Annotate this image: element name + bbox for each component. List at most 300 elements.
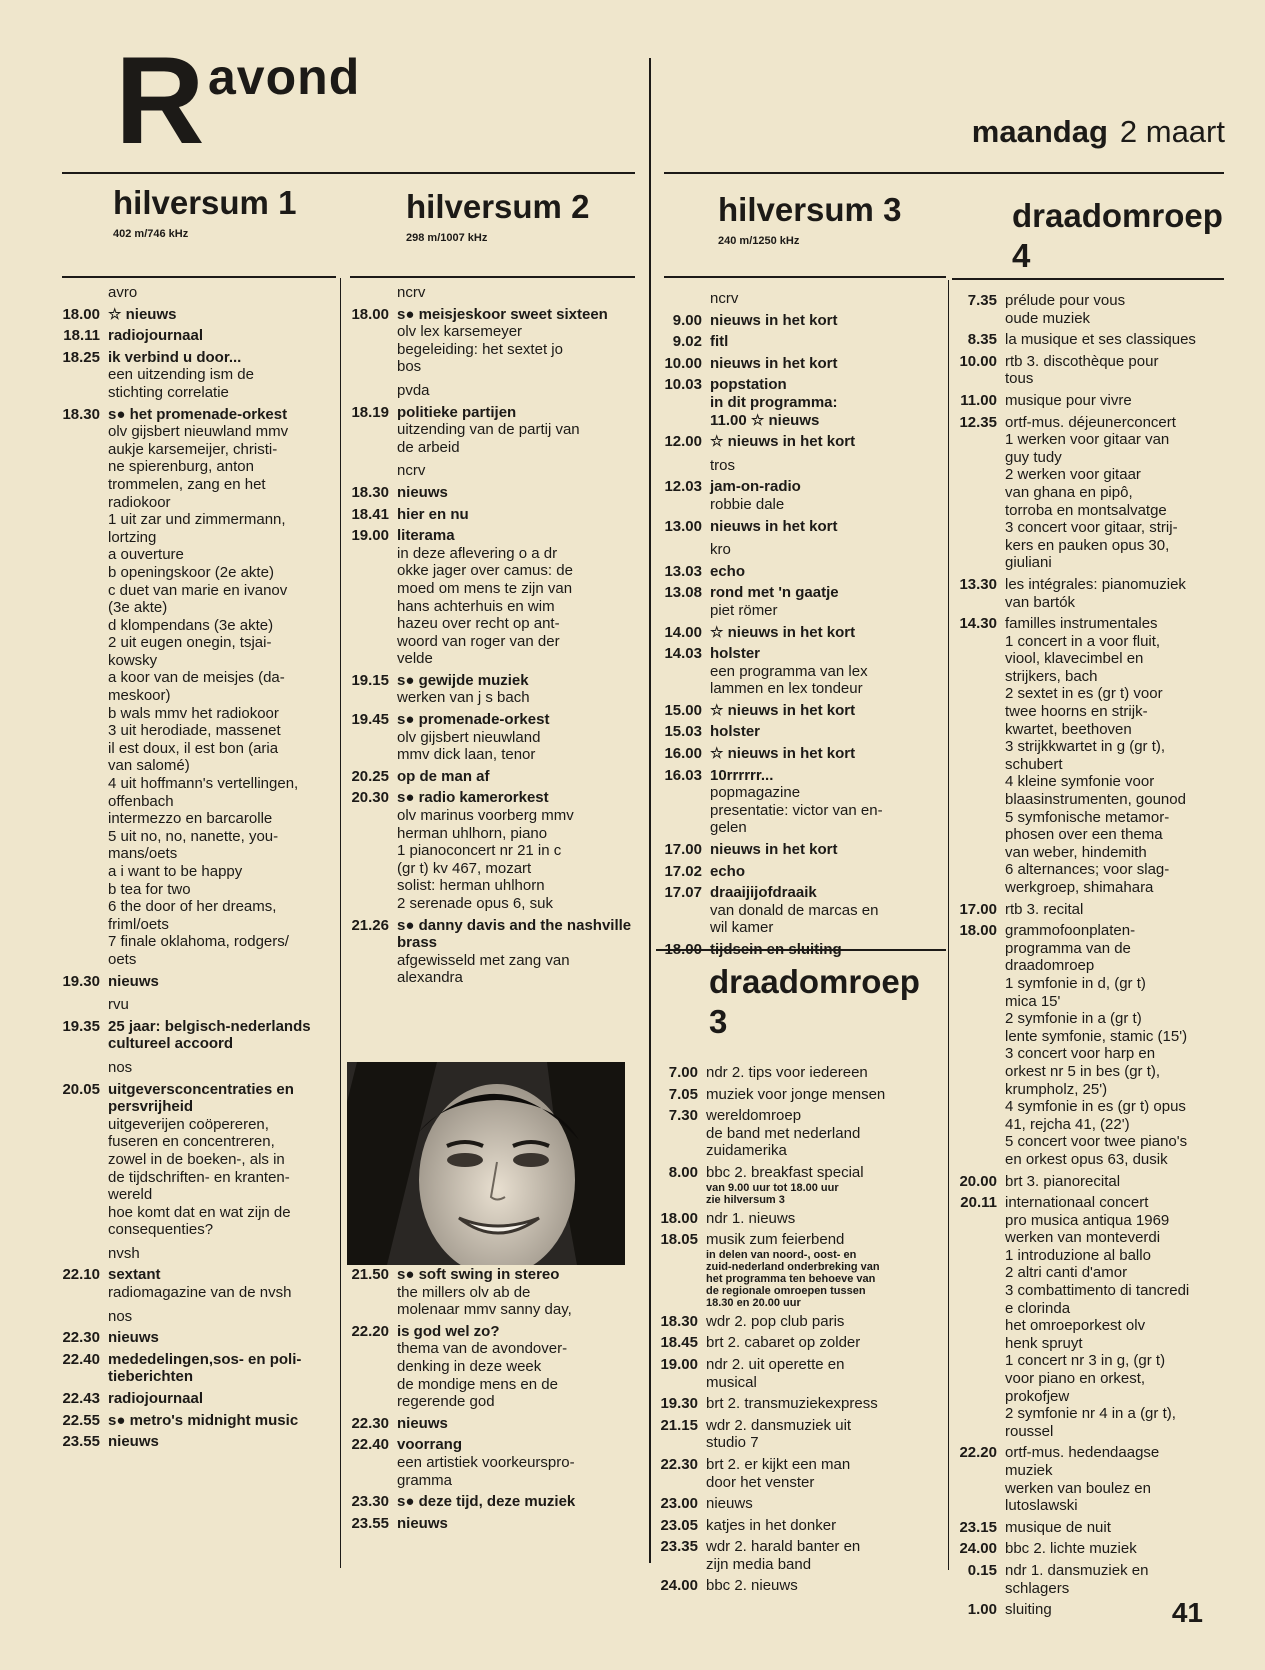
program-entry [955, 1173, 1235, 1191]
h3-schedule [654, 284, 944, 959]
program-description: olv gijsbert nieuwland [397, 728, 541, 746]
program-time: 1.00 [967, 1601, 997, 1619]
program-entry [656, 1164, 946, 1206]
program-description: internationaal concert [1005, 1194, 1149, 1212]
program-entry [654, 702, 944, 720]
program-details [397, 789, 636, 912]
program-details [706, 1164, 946, 1206]
broadcaster-label [52, 996, 334, 1014]
program-time: 16.03 [664, 766, 702, 784]
program-details [397, 1436, 636, 1489]
program-description: 2 altri canti d'amor [1005, 1264, 1128, 1282]
d4-heading [1012, 196, 1223, 276]
program-time: 19.35 [62, 1017, 100, 1035]
program-note: het programma ten behoeve van [706, 1272, 876, 1285]
program-time: 23.35 [660, 1538, 698, 1556]
program-time: 12.35 [959, 413, 997, 431]
program-details [1005, 922, 1235, 1168]
program-time: 18.00 [959, 922, 997, 940]
program-title: echo [710, 862, 746, 880]
program-description: musik zum feierbend [706, 1231, 845, 1249]
program-title: literama [397, 527, 455, 545]
program-description: piet römer [710, 601, 778, 619]
program-entry [52, 1266, 334, 1301]
program-details [1005, 1540, 1235, 1558]
broadcaster-name: tros [710, 456, 736, 474]
program-title: nieuws in het kort [710, 311, 838, 329]
program-details [1005, 1562, 1235, 1597]
program-entry [344, 484, 636, 502]
program-entry [656, 1538, 946, 1573]
program-time: 22.30 [351, 1414, 389, 1432]
program-time: 0.15 [967, 1561, 997, 1579]
program-description: mica 15' [1005, 992, 1061, 1010]
program-title: op de man af [397, 767, 490, 785]
program-description: de tijdschriften- en kranten- [108, 1168, 290, 1186]
program-time: 9.00 [672, 311, 702, 329]
program-title: nieuws in het kort [710, 354, 838, 372]
program-time: 14.00 [664, 623, 702, 641]
program-description: in dit programma: [710, 393, 838, 411]
program-time: 22.55 [62, 1411, 100, 1429]
station-name: hilversum 1 [113, 184, 297, 221]
program-description: oets [108, 950, 137, 968]
program-entry [654, 584, 944, 619]
program-entry [344, 711, 636, 764]
broadcaster-name: nos [108, 1058, 133, 1076]
program-description: herman uhlhorn, piano [397, 824, 548, 842]
program-title: ik verbind u door... [108, 348, 242, 366]
program-description: prokofjew [1005, 1387, 1070, 1405]
program-details [397, 382, 636, 400]
station-name: hilversum 2 [406, 188, 590, 225]
program-time: 18.41 [351, 505, 389, 523]
program-details [710, 312, 944, 330]
program-title: nieuws [397, 1414, 448, 1432]
program-entry [656, 1107, 946, 1160]
program-description: van weber, hindemith [1005, 843, 1147, 861]
program-time: 22.30 [660, 1455, 698, 1473]
program-description: olv gijsbert nieuwland mmv [108, 423, 289, 441]
program-title: ☆ nieuws in het kort [710, 433, 856, 451]
program-description: 5 uit no, no, nanette, you- [108, 827, 279, 845]
program-time: 20.30 [351, 789, 389, 807]
section-title: avond [208, 49, 361, 105]
program-description: 3 uit herodiade, massenet [108, 722, 281, 740]
program-description: radiomagazine van de nvsh [108, 1284, 292, 1302]
program-entry [955, 1519, 1235, 1537]
program-description: wereldomroep [706, 1107, 802, 1125]
program-description: ortf-mus. hedendaagse [1005, 1444, 1160, 1462]
day-name: maandag [971, 114, 1108, 149]
program-details [710, 433, 944, 451]
program-details [710, 376, 944, 429]
program-title: jam-on-radio [710, 478, 801, 496]
program-entry [52, 1329, 334, 1347]
program-description: 2 serenade opus 6, suk [397, 895, 553, 912]
program-description: b openingskoor (2e akte) [108, 563, 274, 581]
program-details [397, 711, 636, 764]
program-description: katjes in het donker [706, 1516, 837, 1534]
program-entry [656, 1210, 946, 1228]
program-description: nieuws [706, 1495, 753, 1513]
program-description: moed om mens te zijn van [397, 579, 573, 597]
program-title: holster [710, 723, 761, 741]
program-time [344, 284, 389, 302]
program-note: zuid-nederland onderbreking van [706, 1260, 880, 1273]
program-description: bbc 2. breakfast special [706, 1163, 864, 1181]
program-time: 17.07 [664, 884, 702, 902]
program-entry [654, 478, 944, 513]
program-details [706, 1210, 946, 1228]
program-time: 18.00 [62, 305, 100, 323]
program-entry [344, 1266, 636, 1319]
program-entry [656, 1231, 946, 1309]
program-time [344, 382, 389, 400]
program-title: ☆ nieuws in het kort [710, 701, 856, 719]
program-time: 14.30 [959, 615, 997, 633]
program-description: 1 pianoconcert nr 21 in c [397, 842, 562, 860]
program-details [1005, 1444, 1235, 1514]
program-title: tijdsein en sluiting [710, 941, 842, 958]
program-description: prélude pour vous [1005, 292, 1126, 309]
program-description: 4 symfonie in es (gr t) opus [1005, 1098, 1186, 1116]
program-time [344, 462, 389, 480]
program-time: 10.00 [959, 352, 997, 370]
program-title: ☆ nieuws in het kort [710, 745, 856, 763]
program-title: s● het promenade-orkest [108, 405, 288, 423]
program-title: sextant [108, 1266, 161, 1284]
program-entry [656, 1517, 946, 1535]
program-time: 19.30 [660, 1395, 698, 1413]
program-time: 9.02 [672, 333, 702, 351]
program-description: strijkers, bach [1005, 667, 1098, 685]
program-description: werkgroep, shimahara [1005, 879, 1154, 896]
program-description: hans achterhuis en wim [397, 597, 555, 615]
program-description: wdr 2. harald banter en [706, 1538, 861, 1556]
program-description: regerende god [397, 1393, 495, 1411]
program-details [1005, 392, 1235, 410]
program-details [397, 672, 636, 707]
program-entry [52, 1081, 334, 1239]
h3-under-rule [664, 276, 946, 278]
program-description: wil kamer [710, 919, 774, 937]
program-description: thema van de avondover- [397, 1340, 568, 1358]
program-description: 2 symfonie in a (gr t) [1005, 1010, 1142, 1028]
program-description: werken van monteverdi [1005, 1229, 1161, 1247]
program-entry [52, 1412, 334, 1430]
program-description: ndr 2. tips voor iedereen [706, 1064, 868, 1081]
program-description: 4 uit hoffmann's vertellingen, [108, 775, 299, 793]
program-details [397, 917, 636, 987]
program-details [1005, 615, 1235, 897]
program-details [710, 645, 944, 698]
program-details [706, 1538, 946, 1573]
program-description: denking in deze week [397, 1357, 542, 1375]
station-name: draadomroep [709, 963, 920, 1000]
program-time [52, 1059, 100, 1077]
program-description: d klompendans (3e akte) [108, 616, 274, 634]
h2-schedule-bottom [344, 1262, 636, 1532]
program-time: 22.43 [62, 1390, 100, 1408]
program-title: s● metro's midnight music [108, 1411, 299, 1429]
program-description: ndr 1. nieuws [706, 1209, 796, 1227]
dateline [972, 114, 1225, 150]
program-title: ☆ nieuws [108, 305, 177, 323]
program-details [397, 527, 636, 668]
program-details [1005, 292, 1235, 327]
program-description: woord van roger van der [397, 632, 560, 650]
program-description: aukje karsemeijer, christi- [108, 440, 278, 458]
program-time: 18.30 [62, 405, 100, 423]
program-title: ☆ nieuws in het kort [710, 623, 856, 641]
program-time: 23.15 [959, 1518, 997, 1536]
program-entry [955, 331, 1235, 349]
program-entry [52, 327, 334, 345]
program-entry [52, 406, 334, 969]
program-time: 20.11 [960, 1194, 997, 1212]
program-time: 7.30 [668, 1107, 698, 1125]
program-entry [656, 1064, 946, 1082]
program-title: hier en nu [397, 505, 469, 523]
program-entry [344, 672, 636, 707]
program-time: 21.50 [351, 1266, 389, 1283]
program-description: 3 concert voor gitaar, strij- [1005, 519, 1178, 537]
program-description: b wals mmv het radiokoor [108, 704, 279, 722]
broadcaster-name: rvu [108, 996, 129, 1014]
program-entry [344, 1493, 636, 1511]
program-time: 19.00 [351, 527, 389, 545]
program-entry [344, 1436, 636, 1489]
program-time [654, 457, 702, 475]
program-description: 1 uit zar und zimmermann, [108, 511, 286, 529]
program-details [108, 1059, 334, 1077]
program-description: ndr 2. uit operette en [706, 1355, 845, 1373]
broadcaster-label [654, 290, 944, 308]
program-time: 23.05 [660, 1516, 698, 1534]
program-entry [656, 1456, 946, 1491]
program-title: s● soft swing in stereo [397, 1266, 560, 1283]
program-description: (3e akte) [108, 599, 168, 617]
program-details [710, 841, 944, 859]
program-details [706, 1064, 946, 1082]
program-description: lammen en lex tondeur [710, 680, 863, 698]
program-entry [344, 917, 636, 987]
program-description: olv lex karsemeyer [397, 323, 523, 341]
d3-heading [709, 962, 920, 1042]
program-details [397, 768, 636, 786]
program-time: 12.00 [664, 433, 702, 451]
program-details [397, 306, 636, 376]
program-description: programma van de [1005, 939, 1131, 957]
program-entry [654, 863, 944, 881]
program-time: 23.55 [351, 1514, 389, 1532]
program-entry [656, 1313, 946, 1331]
program-note: zie hilversum 3 [706, 1193, 785, 1206]
program-title: mededelingen,sos- en poli- tieberichten [108, 1350, 302, 1386]
program-details [397, 484, 636, 502]
program-description: pro musica antiqua 1969 [1005, 1211, 1170, 1229]
program-time [52, 284, 100, 302]
program-details [397, 284, 636, 302]
program-details [706, 1517, 946, 1535]
program-description: tous [1005, 370, 1034, 388]
program-details [108, 973, 334, 991]
program-description: 1 introduzione al ballo [1005, 1246, 1151, 1264]
program-description: schlagers [1005, 1579, 1070, 1597]
program-description: zowel in de boeken-, als in [108, 1150, 285, 1168]
program-details [397, 1493, 636, 1511]
program-description: rtb 3. recital [1005, 900, 1084, 918]
program-time: 21.26 [351, 916, 389, 934]
program-entry [955, 901, 1235, 919]
broadcaster-label [52, 1245, 334, 1263]
program-details [1005, 353, 1235, 388]
program-title: popstation [710, 376, 787, 394]
program-description: musique de nuit [1005, 1518, 1111, 1536]
program-description: wdr 2. dansmuziek uit [706, 1416, 852, 1434]
program-entry [344, 1515, 636, 1533]
program-details [108, 1390, 334, 1408]
program-description: ndr 1. dansmuziek en [1005, 1561, 1149, 1579]
program-description: werken van j s bach [397, 689, 530, 707]
program-details [397, 1323, 636, 1411]
program-description: door het venster [706, 1473, 815, 1491]
station-name: draadomroep [1012, 197, 1223, 234]
program-entry [955, 1562, 1235, 1597]
program-time: 13.30 [959, 575, 997, 593]
program-description: uitgeverijen coöpereren, [108, 1115, 269, 1133]
program-entry [654, 767, 944, 837]
program-description: 5 symfonische metamor- [1005, 808, 1170, 826]
broadcaster-label [654, 541, 944, 559]
program-details [1005, 1173, 1235, 1191]
program-details [1005, 331, 1235, 349]
program-entry [344, 768, 636, 786]
program-entry [654, 884, 944, 937]
program-note: in delen van noord-, oost- en [706, 1248, 857, 1261]
program-description: offenbach [108, 792, 174, 810]
program-description: een programma van lex [710, 662, 868, 680]
program-entry [52, 973, 334, 991]
program-details [706, 1495, 946, 1513]
program-entry [656, 1356, 946, 1391]
program-title: politieke partijen [397, 403, 517, 421]
program-details [397, 1415, 636, 1433]
program-details [108, 406, 334, 969]
program-entry [654, 563, 944, 581]
station-frequency: 298 m/1007 kHz [406, 232, 488, 244]
program-description: 1 concert nr 3 in g, (gr t) [1005, 1352, 1166, 1370]
program-details [710, 290, 944, 308]
program-note: 18.30 en 20.00 uur [706, 1296, 801, 1309]
program-time [654, 541, 702, 559]
program-description: in deze aflevering o a dr [397, 544, 558, 562]
program-description: zuidamerika [706, 1142, 787, 1160]
program-time: 8.00 [668, 1163, 698, 1181]
program-title: 10rrrrrr... [710, 766, 774, 784]
program-details [710, 767, 944, 837]
program-time: 15.03 [664, 723, 702, 741]
program-entry [654, 624, 944, 642]
d3-schedule [656, 1060, 946, 1595]
program-description: radiokoor [108, 493, 171, 511]
program-description: gramma [397, 1471, 453, 1489]
program-details [397, 404, 636, 457]
program-entry [654, 376, 944, 429]
program-title: s● radio kamerorkest [397, 789, 549, 807]
program-time: 21.15 [660, 1416, 698, 1434]
program-description: kers en pauken opus 30, [1005, 536, 1170, 554]
program-details [108, 1018, 334, 1053]
program-description: solist: herman uhlhorn [397, 877, 545, 895]
program-details [706, 1107, 946, 1160]
program-time: 23.55 [62, 1433, 100, 1451]
program-description: 2 symfonie nr 4 in a (gr t), [1005, 1405, 1176, 1423]
program-entry [52, 1390, 334, 1408]
program-description: the millers olv ab de [397, 1283, 531, 1301]
portrait-photo [347, 1062, 625, 1265]
program-description: il est doux, il est bon (aria [108, 739, 279, 757]
program-title: fitl [710, 333, 729, 351]
program-description: 5 concert voor twee piano's [1005, 1133, 1188, 1151]
program-description: fuseren en concentreren, [108, 1133, 275, 1151]
program-description: 6 alternances; voor slag- [1005, 861, 1170, 879]
program-details [710, 333, 944, 351]
program-time: 23.00 [660, 1495, 698, 1513]
program-entry [955, 1444, 1235, 1514]
program-description: 1 symfonie in d, (gr t) [1005, 974, 1146, 992]
program-time: 22.30 [62, 1329, 100, 1347]
program-details [710, 457, 944, 475]
program-details [710, 941, 944, 959]
program-entry [344, 1415, 636, 1433]
program-entry [955, 576, 1235, 611]
program-details [108, 1351, 334, 1386]
program-details [710, 518, 944, 536]
program-description: krumpholz, 25') [1005, 1080, 1108, 1098]
program-entry [52, 306, 334, 324]
program-description: la musique et ses classiques [1005, 331, 1196, 349]
program-title: s● danny davis and the nashville brass [397, 916, 632, 952]
broadcaster-name: ncrv [397, 284, 426, 301]
program-entry [52, 349, 334, 402]
program-time: 18.00 [664, 941, 702, 958]
program-details [397, 1515, 636, 1533]
center-divider [649, 58, 651, 1563]
program-title: nieuws in het kort [710, 517, 838, 535]
program-entry [344, 404, 636, 457]
program-description: presentatie: victor van en- [710, 801, 883, 819]
program-description: grammofoonplaten- [1005, 922, 1136, 940]
program-time [52, 1245, 100, 1263]
program-description: a ouverture [108, 546, 184, 564]
program-time: 24.00 [660, 1577, 698, 1595]
program-time: 10.00 [664, 354, 702, 372]
page-number: 41 [1171, 1597, 1203, 1628]
program-entry [654, 433, 944, 451]
program-description: trommelen, zang en het [108, 475, 266, 493]
program-details [706, 1356, 946, 1391]
program-title: nieuws [108, 972, 159, 990]
program-description: 2 sextet in es (gr t) voor [1005, 685, 1163, 703]
program-description: oude muziek [1005, 309, 1091, 327]
program-time [654, 290, 702, 308]
station-number: 3 [709, 1003, 728, 1040]
program-description: 11.00 ☆ nieuws [710, 411, 820, 429]
program-details [706, 1313, 946, 1331]
program-title: nieuws [108, 1329, 159, 1347]
